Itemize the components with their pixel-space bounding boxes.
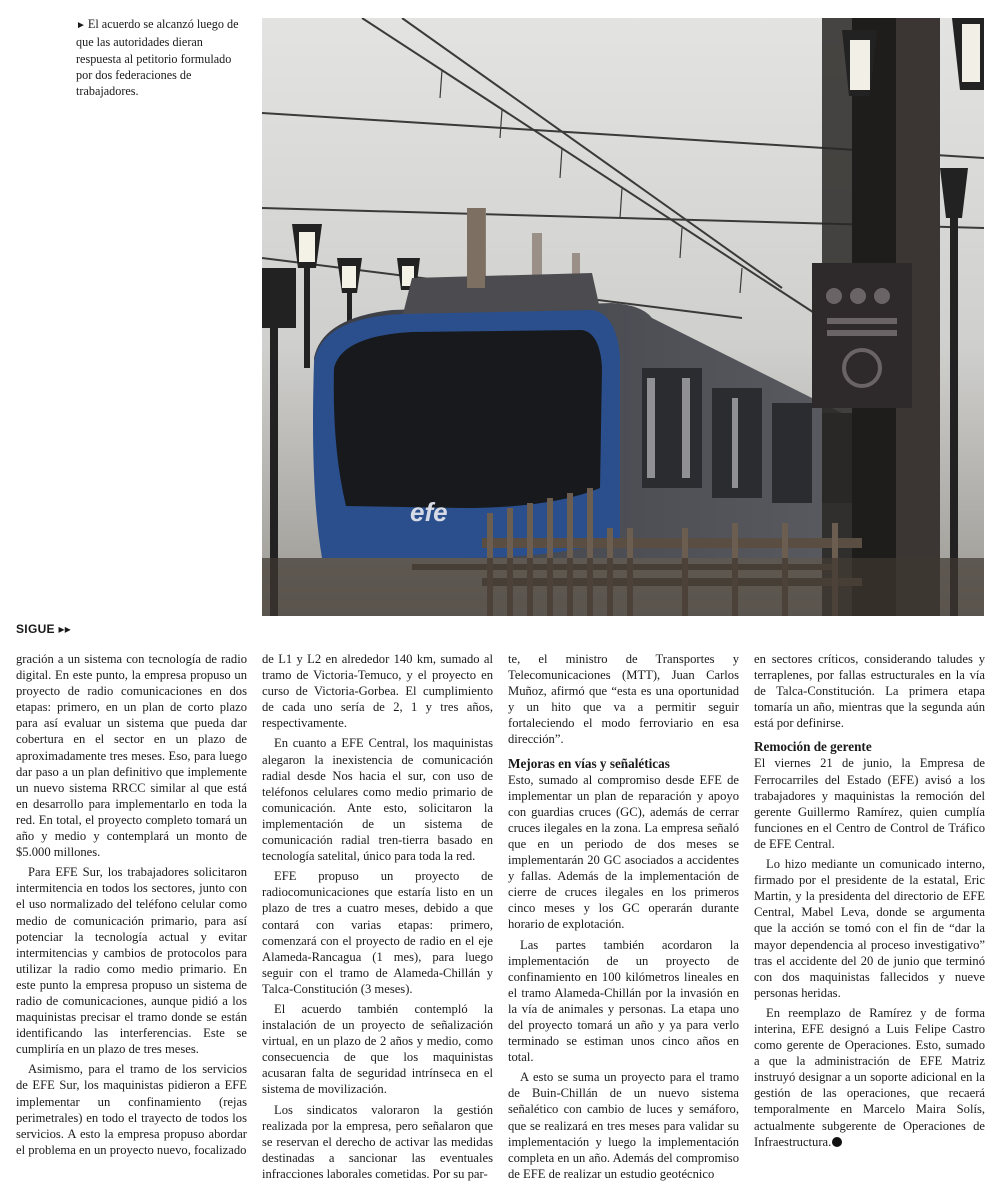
- end-mark-icon: [832, 1137, 842, 1147]
- paragraph: Asimismo, para el tramo de los servicios de EFE Sur, los maquinistas pidieron a EFE implementar un confinamiento (rejas perimetrales) en todo el trayecto de todos los servicios. A esto la empresa propuso abordar el problema en un proyecto nuevo, focalizado: [16, 1062, 247, 1157]
- article-column-2: [262, 651, 493, 1186]
- paragraph: El acuerdo también contempló la instalación de un proyecto de señalización virtual, en un plazo de 2 años y medio, como consecuencia de que los maquinistas acusaran falta de seguridad intrínseca en el sistema de movilización.: [262, 1001, 493, 1097]
- caption-arrow-icon: ►: [76, 20, 86, 31]
- paragraph: en sectores críticos, considerando taludes y terraplenes, por fallas estructurales en la vía de Talca-Constitución. La primera etapa tomaría un año, mientras que la segunda aún está por definirse.: [754, 652, 985, 731]
- paragraph: EFE propuso un proyecto de radiocomunicaciones que estaría listo en un plazo de tres a cuatro meses, debido a que contará con varias etapas: primero, comenzará con el proyecto de radio en el eje Alameda-Rancagua (1 mes), para luego seguir con el tramo de Alameda-Chillán y Talca-Constitución (3 meses).: [262, 869, 493, 996]
- article-column-3: [508, 651, 739, 1186]
- paragraph: gración a un sistema con tecnología de radio digital. En este punto, la empresa propuso un proyecto de radio comunicaciones en dos etapas: primero, en un plan de corto plazo para así evaluar un sistema que pueda dar cobertura en el sector en un plazo de aproximadamente tres meses. Eso, para luego dar paso a un plan definitivo que implemente un nuevo sistema RRCC similar al que está en desarrollo para implementarlo en toda la red. En total, el proyecto completo tomará un año y medio y contemplará un monto de $5.000 millones.: [16, 652, 247, 860]
- continue-marker: SIGUE ▸▸: [16, 622, 72, 636]
- caption-text: El acuerdo se alcanzó luego de que las autoridades dieran respuesta al petitorio formulado por dos federaciones de trabajadores.: [76, 17, 239, 99]
- photo-caption: [76, 16, 248, 99]
- section-heading: Remoción de gerente: [754, 739, 872, 755]
- paragraph: Los sindicatos valoraron la gestión realizada por la empresa, pero señalaron que se reservan el derecho de activar las medidas destinadas a sancionar las eventuales infracciones laborales cometidas. Por su par-: [262, 1102, 493, 1181]
- train-logo: efe: [410, 497, 448, 527]
- paragraph: A esto se suma un proyecto para el tramo de Buin-Chillán de un nuevo sistema señalético con cambio de luces y semáforo, que se realizará en tres meses para validar su implementación y luego la implementación completa en un año. Además del compromiso de EFE de realizar un estudio geotécnico: [508, 1070, 739, 1181]
- paragraph: El viernes 21 de junio, la Empresa de Ferrocarriles del Estado (EFE) avisó a los trabajadores y maquinistas la remoción del gerente Guillermo Ramírez, quien cumplía funciones en el Centro de Control de Tráfico de EFE Central.: [754, 756, 985, 851]
- paragraph: Lo hizo mediante un comunicado interno, firmado por el presidente de la estatal, Eric Martin, y la presidenta del directorio de EFE Central, Mabel Leva, donde se argumenta que la acción se tomó con el fin de “dar la mayor dependencia al proceso investigativo” tras el accidente del 20 de junio que terminó con dos maquinistas fallecidos y nueve personas heridas.: [754, 857, 985, 1000]
- paragraph: Para EFE Sur, los trabajadores solicitaron intermitencia en todos los sectores, junto con el uso normalizado del teléfono celular como medio de comunicación primario, para así potenciar la tecnología actual y evitar intermitencias y cambios de protocolos para utilizar la radio como medio primario. En este punto la empresa propuso un sistema de radio de comunicaciones, aunque pidió a los maquinistas precisar el tramo donde se están identificando las interferencias. Este se cumpliría en un plazo de tres meses.: [16, 865, 247, 1057]
- paragraph: Esto, sumado al compromiso desde EFE de implementar un plan de reparación y apoyo con guardias cruces (GC), además de cerrar cruces ilegales en la zona. La empresa señaló que en un periodo de dos meses se implementarán 20 GC asociados a accidentes y fallas. Además de la implementación de cierre de cruces ilegales en los primeros cinco meses y los GC operarán durante horario de explotación.: [508, 772, 739, 932]
- article-column-4: [754, 651, 985, 1154]
- paragraph: Las partes también acordaron la implementación de un proyecto de confinamiento en 100 kilómetros lineales en el tramo Alameda-Chillán por la invasión en la vía de animales y personas. La etapa uno del proyecto tomará un año y ya para verlo terminado se estiman unos cinco años en total.: [508, 937, 739, 1065]
- paragraph: de L1 y L2 en alrededor 140 km, sumado al tramo de Victoria-Temuco, y el proyecto en curso de Victoria-Gorbea. El cumplimiento de cada uno sería de 2, 1 y tres años, respectivamente.: [262, 652, 493, 731]
- paragraph: En cuanto a EFE Central, los maquinistas alegaron la inexistencia de comunicación radial desde Nos hacia el sur, con uso de teléfonos celulares como medio primario de comunicación. Ante esto, solicitaron la implementación de un sistema de comunicación radial tren-tierra basado en tecnología satelital, único para toda la red.: [262, 736, 493, 864]
- article-column-1: [16, 651, 247, 1162]
- section-heading: Mejoras en vías y señaléticas: [508, 755, 670, 771]
- paragraph: te, el ministro de Transportes y Telecomunicaciones (MTT), Juan Carlos Muñoz, afirmó que “esta es una oportunidad y un hito que va a permitir seguir fortaleciendo el modo ferroviario en esa dirección”.: [508, 652, 739, 747]
- paragraph: En reemplazo de Ramírez y de forma interina, EFE designó a Luis Felipe Castro como gerente de Operaciones. Esto, sumado a que la administración de EFE Matriz instruyó designar a un soporte adicional en la gestión de las operaciones, que recaerá temporalmente en Marcelo Maira Solís, actualmente subgerente de Operaciones de Infraestructura.: [754, 1005, 985, 1149]
- train-photo: [262, 18, 984, 616]
